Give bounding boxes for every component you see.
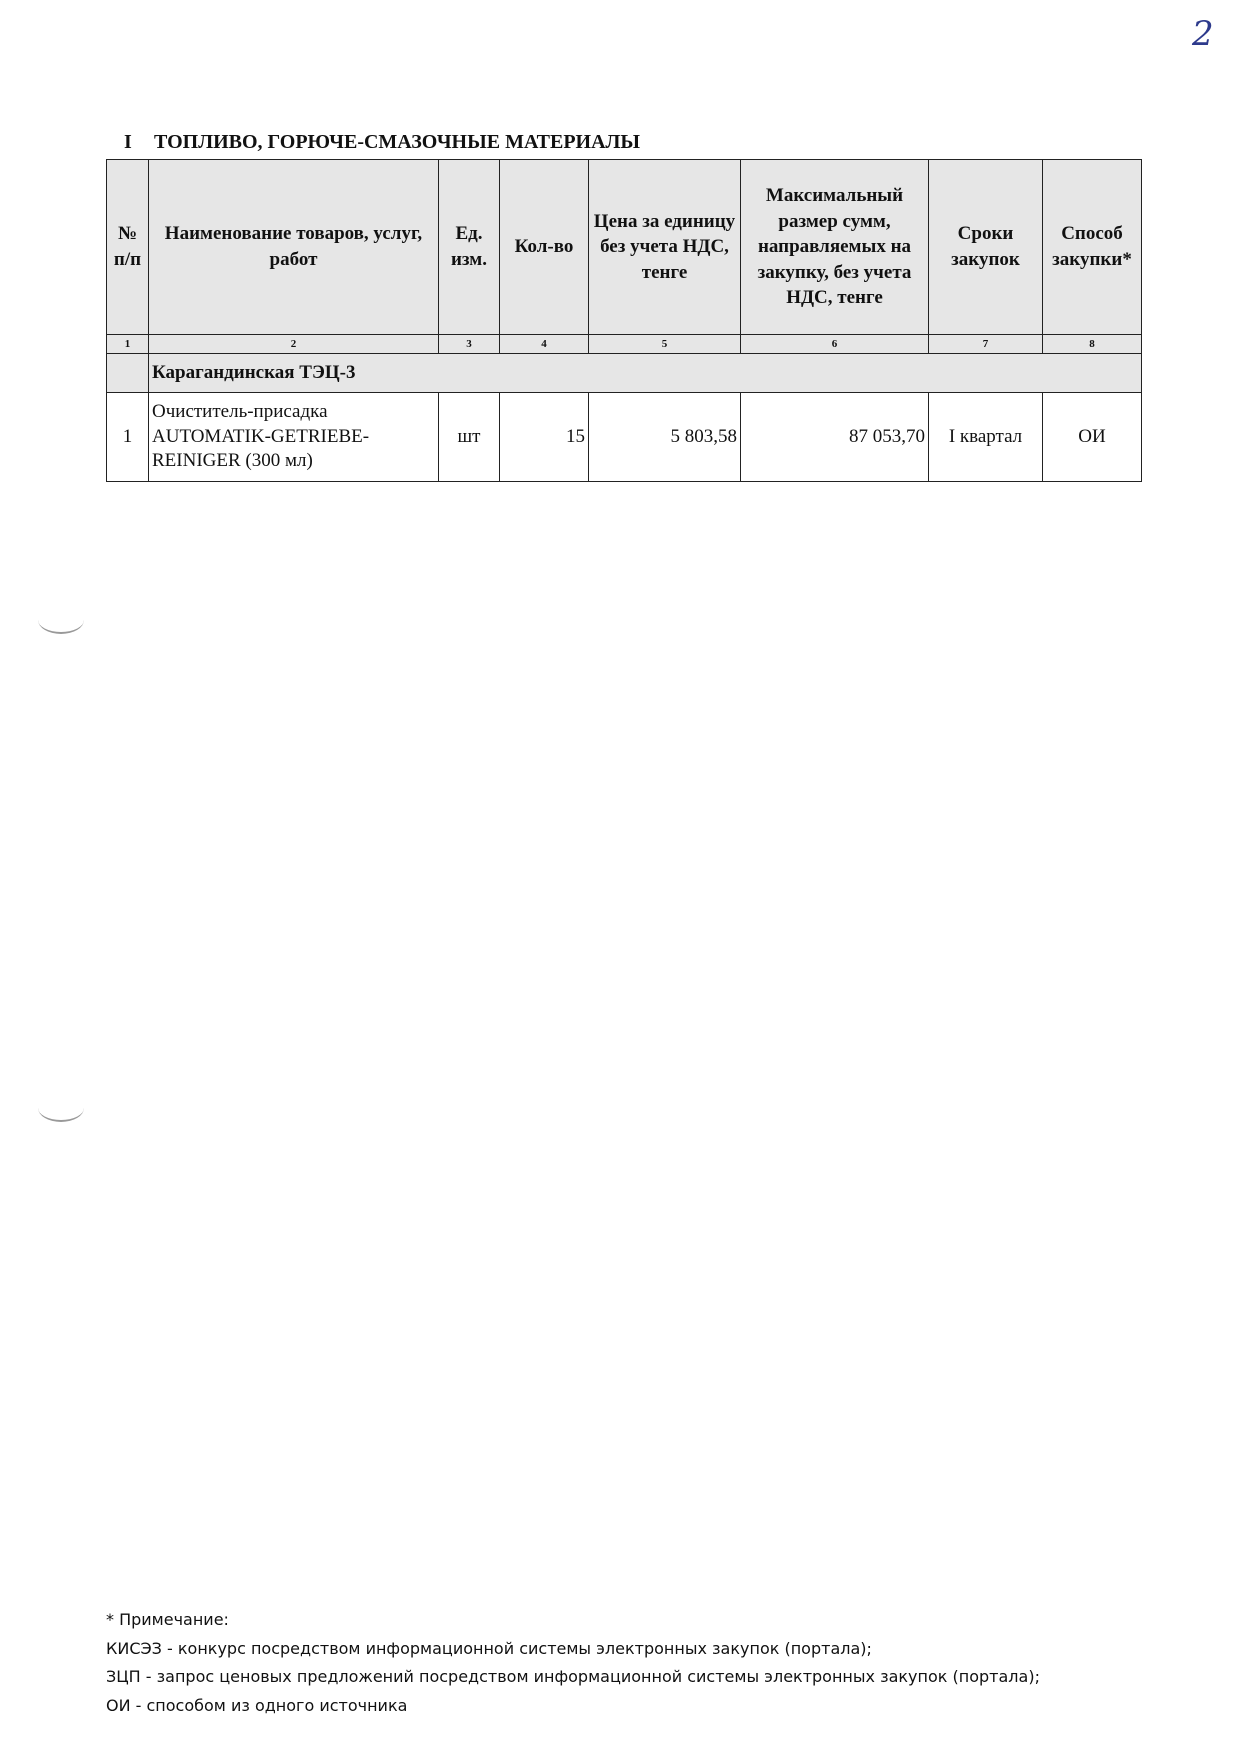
header-cell-unit-price: Цена за единицу без учета НДС, тенге: [589, 160, 741, 335]
section-title: [124, 131, 640, 154]
row-max-amount: 87 053,70: [741, 393, 929, 482]
column-number: 6: [741, 335, 929, 354]
row-unit: шт: [439, 393, 500, 482]
column-number: 3: [439, 335, 500, 354]
column-number: 2: [149, 335, 439, 354]
footnote-title: * Примечание:: [106, 1610, 229, 1629]
header-cell-number: № п/п: [107, 160, 149, 335]
header-cell-period: Сроки закупок: [929, 160, 1043, 335]
table-header-row: [107, 160, 1142, 335]
header-cell-name: Наименование товаров, услуг, работ: [149, 160, 439, 335]
group-spacer-cell: [107, 354, 149, 393]
row-period: I квартал: [929, 393, 1043, 482]
punch-hole-mark: [38, 1094, 84, 1122]
group-name: Карагандинская ТЭЦ-3: [149, 354, 1142, 393]
procurement-table: [106, 159, 1142, 482]
handwritten-page-number: 2: [1192, 14, 1214, 54]
section-roman-numeral: I: [124, 131, 132, 153]
header-cell-unit: Ед. изм.: [439, 160, 500, 335]
header-cell-method: Способ закупки*: [1043, 160, 1142, 335]
column-number: 4: [500, 335, 589, 354]
column-number: 1: [107, 335, 149, 354]
footnote-line-zcp: ЗЦП - запрос ценовых предложений посредством информационной системы электронных закупок (портала);: [106, 1667, 1040, 1686]
row-unit-price: 5 803,58: [589, 393, 741, 482]
footnote-line-oi: ОИ - способом из одного источника: [106, 1695, 408, 1715]
column-number: 8: [1043, 335, 1142, 354]
section-title-text: ТОПЛИВО, ГОРЮЧЕ-СМАЗОЧНЫЕ МАТЕРИАЛЫ: [154, 131, 641, 153]
table-row: [107, 393, 1142, 482]
group-row: [107, 354, 1142, 393]
row-method: ОИ: [1043, 393, 1142, 482]
column-number-row: [107, 335, 1142, 354]
header-cell-quantity: Кол-во: [500, 160, 589, 335]
punch-hole-mark: [38, 606, 84, 634]
footnote-line-kisez: КИСЭЗ - конкурс посредством информационной системы электронных закупок (портала);: [106, 1638, 872, 1658]
header-cell-max-amount: Максимальный размер сумм, направляемых на закупку, без учета НДС, тенге: [741, 160, 929, 335]
row-quantity: 15: [500, 393, 589, 482]
row-number: 1: [107, 393, 149, 482]
column-number: 5: [589, 335, 741, 354]
row-item-name: Очиститель-присадка AUTOMATIK-GETRIEBE-REINIGER (300 мл): [149, 393, 439, 482]
column-number: 7: [929, 335, 1043, 354]
footnote: [106, 1606, 1040, 1720]
